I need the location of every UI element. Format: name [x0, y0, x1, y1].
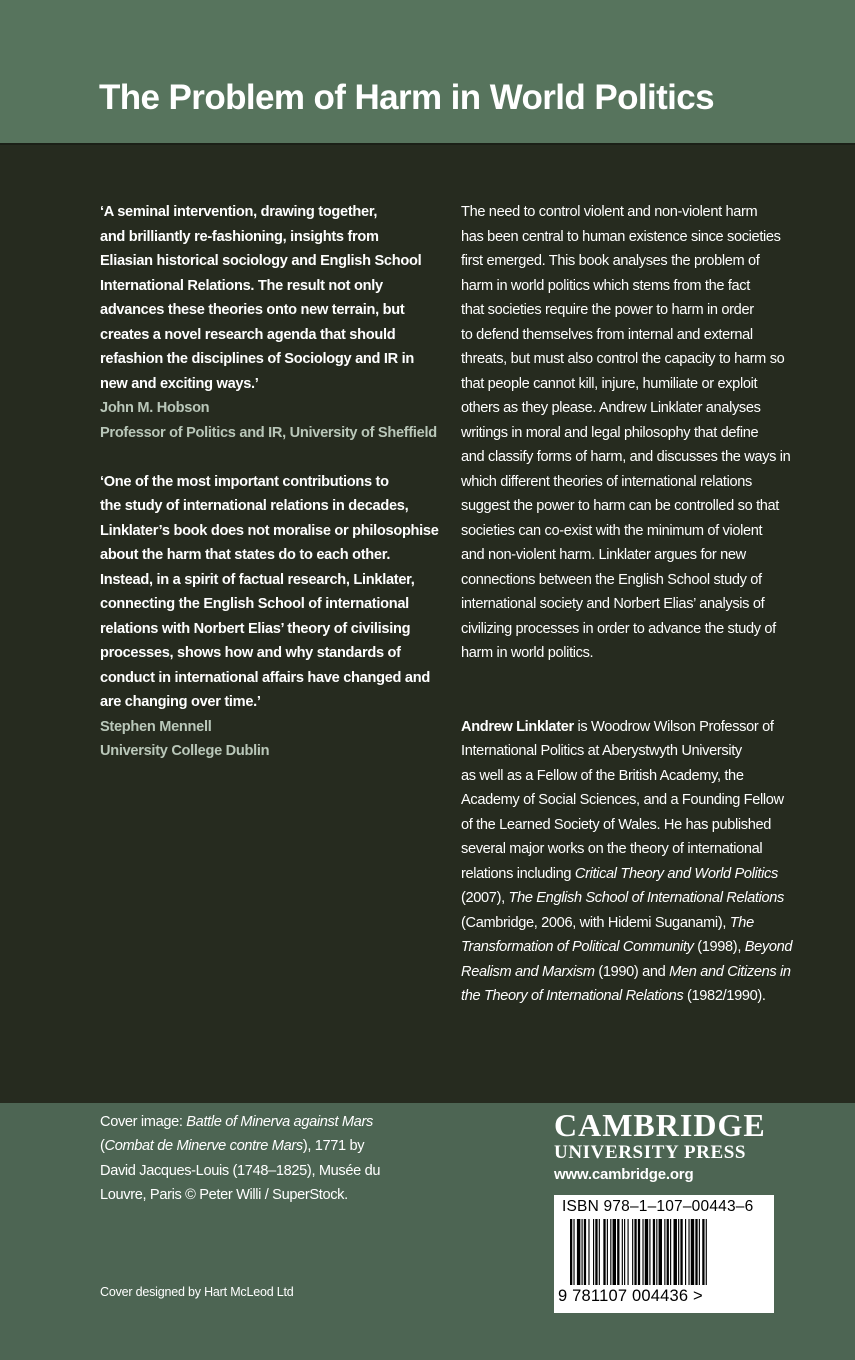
- work-title: Beyond: [744, 939, 793, 955]
- quote-line: advances these theories onto new terrain, but: [100, 302, 405, 318]
- endorser-name: Stephen Mennell: [100, 718, 212, 735]
- bio-text: (1990) and: [594, 963, 670, 980]
- publisher-logo: [554, 1108, 794, 1183]
- bio-line: [461, 911, 806, 936]
- blurb-line: writings in moral and legal philosophy that define: [461, 424, 759, 441]
- barcode-bar: [603, 1219, 605, 1285]
- quote-line: ‘One of the most important contributions to: [100, 473, 389, 490]
- credit-line: David Jacques-Louis (1748–1825), Musée du: [100, 1162, 381, 1179]
- title-band: [0, 0, 855, 145]
- quote-line: refashion the disciplines of Sociology and IR in: [100, 351, 415, 367]
- quote-line: about the harm that states do to each other.: [100, 547, 391, 563]
- quote-line: Linklater’s book does not moralise or philosophise: [100, 522, 439, 539]
- barcode-bar: [702, 1219, 704, 1285]
- endorsement-quote: [100, 200, 445, 396]
- blurb-line: The need to control violent and non-violent harm: [461, 204, 758, 220]
- publisher-url: www.cambridge.org: [554, 1166, 694, 1183]
- barcode-bar: [577, 1219, 580, 1285]
- quote-line: new and exciting ways.’: [100, 375, 259, 392]
- endorsement-2: [100, 470, 445, 764]
- barcode-bar: [680, 1219, 682, 1285]
- isbn-barcode: [554, 1195, 774, 1313]
- endorsements: [100, 200, 445, 764]
- credit-line: [100, 1134, 430, 1158]
- barcode-bar: [670, 1219, 671, 1285]
- author-name: Andrew Linklater: [461, 718, 574, 735]
- bio-line: Academy of Social Sciences, and a Founding Fellow: [461, 792, 784, 808]
- blurb-line: which different theories of international relations: [461, 473, 752, 490]
- quote-line: conduct in international affairs have changed and: [100, 669, 430, 686]
- blurb-line: threats, but must also control the capacity to harm so: [461, 351, 785, 367]
- endorser-name: John M. Hobson: [100, 400, 210, 416]
- author-bio: [461, 715, 806, 1009]
- barcode-bar: [613, 1219, 616, 1285]
- blurb-line: has been central to human existence since societies: [461, 228, 781, 245]
- bio-line: [461, 886, 806, 911]
- blurb-line: international society and Norbert Elias’ analysis of: [461, 596, 765, 612]
- blurb-line: first emerged. This book analyses the problem of: [461, 253, 760, 269]
- quote-line: ‘A seminal intervention, drawing together,: [100, 204, 378, 220]
- blurb-line: societies can co-exist with the minimum of violent: [461, 522, 763, 539]
- bio-line: as well as a Fellow of the British Academy, the: [461, 767, 744, 784]
- barcode-bar: [584, 1219, 586, 1285]
- publisher-name: CAMBRIDGE: [554, 1107, 766, 1143]
- artwork-title-fr: Combat de Minerve contre Mars: [104, 1138, 303, 1155]
- credit-text: (: [100, 1138, 105, 1155]
- barcode-bar: [678, 1219, 679, 1285]
- bio-text: is Woodrow Wilson Professor of: [573, 718, 774, 735]
- work-title: Realism and Marxism: [461, 963, 595, 980]
- bio-line: International Politics at Aberystwyth University: [461, 743, 742, 759]
- blurb-line: that people cannot kill, injure, humiliate or exploit: [461, 375, 758, 392]
- barcode-bar: [610, 1219, 611, 1285]
- bio-text: (1982/1990).: [683, 988, 766, 1004]
- credit-line: Louvre, Paris © Peter Willi / SuperStock.: [100, 1186, 348, 1203]
- blurb-line: harm in world politics.: [461, 645, 594, 661]
- barcode-bar: [656, 1219, 657, 1285]
- barcode-bar: [664, 1219, 665, 1285]
- barcode-bar: [622, 1219, 623, 1285]
- barcode-bar: [667, 1219, 669, 1285]
- barcode-bar: [645, 1219, 648, 1285]
- bio-line: several major works on the theory of international: [461, 841, 763, 857]
- barcode-bar: [691, 1219, 694, 1285]
- work-title: the Theory of International Relations: [461, 988, 684, 1004]
- bio-line: [461, 984, 806, 1009]
- barcode-bar: [649, 1219, 650, 1285]
- barcode-bar: [607, 1219, 608, 1285]
- endorsement-1: [100, 200, 445, 445]
- bio-line: [461, 862, 806, 887]
- barcode-bar: [695, 1219, 697, 1285]
- work-title: The English School of International Relations: [508, 890, 784, 906]
- quote-line: Eliasian historical sociology and English School: [100, 253, 422, 269]
- quote-line: are changing over time.’: [100, 694, 261, 710]
- credit-text: ), 1771 by: [302, 1138, 365, 1155]
- barcode-bar: [595, 1219, 597, 1285]
- quote-line: the study of international relations in decades,: [100, 498, 409, 514]
- barcode-bar: [706, 1219, 707, 1285]
- blurb-line: others as they please. Andrew Linklater analyses: [461, 400, 761, 416]
- cover-image-credit: [100, 1110, 430, 1207]
- credit-text: Cover image:: [100, 1114, 187, 1130]
- barcode-bars: [570, 1219, 768, 1285]
- bio-text: (Cambridge, 2006, with Hidemi Suganami),: [461, 914, 730, 931]
- barcode-bar: [599, 1219, 600, 1285]
- blurb-line: to defend themselves from internal and external: [461, 326, 753, 343]
- bio-text: (1998),: [693, 939, 745, 955]
- barcode-bar: [659, 1219, 662, 1285]
- barcode-bar: [593, 1219, 594, 1285]
- barcode-bar: [634, 1219, 636, 1285]
- quote-line: International Relations. The result not only: [100, 277, 383, 294]
- barcode-bar: [573, 1219, 574, 1285]
- barcode-bar: [632, 1219, 633, 1285]
- endorsement-quote: [100, 470, 445, 715]
- bio-text: (2007),: [461, 890, 509, 906]
- blurb-line: connections between the English School study of: [461, 571, 762, 588]
- barcode-bar: [688, 1219, 689, 1285]
- bio-line: [461, 715, 806, 740]
- blurb-line: that societies require the power to harm in order: [461, 302, 754, 318]
- book-description: [461, 200, 806, 1009]
- barcode-bar: [685, 1219, 686, 1285]
- quote-line: processes, shows how and why standards of: [100, 645, 401, 661]
- book-title: The Problem of Harm in World Politics: [99, 78, 715, 117]
- quote-line: Instead, in a spirit of factual research, Linklater,: [100, 571, 415, 588]
- barcode-bar: [570, 1219, 572, 1285]
- quote-line: connecting the English School of international: [100, 596, 409, 612]
- barcode-bar: [699, 1219, 700, 1285]
- bio-text: relations including: [461, 865, 575, 882]
- barcode-bar: [628, 1219, 629, 1285]
- barcode-bar: [582, 1219, 583, 1285]
- quote-line: and brilliantly re-fashioning, insights from: [100, 228, 379, 245]
- work-title: Transformation of Political Community: [461, 939, 694, 955]
- barcode-bar: [638, 1219, 640, 1285]
- barcode-digits: 9 781107 004436 >: [558, 1287, 703, 1305]
- artwork-title: Battle of Minerva against Mars: [186, 1114, 373, 1130]
- blurb: [461, 200, 806, 666]
- quote-line: relations with Norbert Elias’ theory of civilising: [100, 620, 411, 637]
- bio-line: [461, 960, 806, 985]
- work-title: Critical Theory and World Politics: [574, 865, 778, 882]
- blurb-line: civilizing processes in order to advance the study of: [461, 620, 776, 637]
- endorser-affiliation: Professor of Politics and IR, University of Sheffield: [100, 424, 437, 441]
- barcode-bar: [674, 1219, 677, 1285]
- barcode-bar: [642, 1219, 643, 1285]
- work-title: Men and Citizens in: [669, 963, 791, 980]
- work-title: The: [729, 914, 754, 931]
- isbn-label: ISBN 978–1–107–00443–6: [562, 1198, 754, 1215]
- barcode-bar: [617, 1219, 619, 1285]
- blurb-line: and non-violent harm. Linklater argues for new: [461, 547, 746, 563]
- blurb-line: suggest the power to harm can be controlled so that: [461, 498, 780, 514]
- blurb-line: and classify forms of harm, and discusses the ways in: [461, 449, 791, 465]
- barcode-bar: [624, 1219, 625, 1285]
- bio-line: of the Learned Society of Wales. He has published: [461, 816, 772, 833]
- credit-line: [100, 1110, 430, 1134]
- bio-line: [461, 935, 806, 960]
- endorser-affiliation: University College Dublin: [100, 743, 270, 759]
- blurb-line: harm in world politics which stems from the fact: [461, 277, 750, 294]
- barcode-bar: [653, 1219, 655, 1285]
- publisher-press: UNIVERSITY PRESS: [554, 1142, 747, 1163]
- quote-line: creates a novel research agenda that should: [100, 326, 396, 343]
- barcode-bar: [588, 1219, 589, 1285]
- cover-designer-credit: Cover designed by Hart McLeod Ltd: [100, 1285, 294, 1299]
